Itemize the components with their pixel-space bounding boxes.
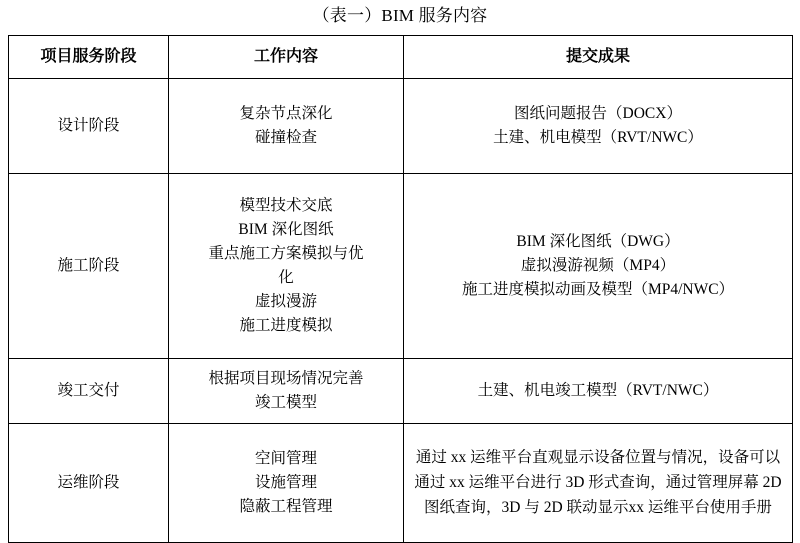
deliverable-construction [404,174,793,359]
deliverable-line: BIM 深化图纸（DWG） [516,233,680,251]
content-line: 施工进度模拟 [239,317,333,335]
column-header-content: 工作内容 [169,36,404,79]
stage-operation: 运维阶段 [9,424,169,543]
content-line: 竣工模型 [254,394,317,412]
stage-construction: 施工阶段 [9,174,169,359]
bim-service-table [8,35,793,543]
table-row [9,359,793,424]
content-line: 化 [278,269,294,287]
deliverable-line: 图纸问题报告（DOCX） [514,105,682,123]
deliverable-design [404,79,793,174]
content-line: 空间管理 [254,450,317,468]
content-operation [169,424,404,543]
content-line: 重点施工方案模拟与优 [208,245,364,263]
content-line: BIM 深化图纸 [238,221,334,239]
stage-completion: 竣工交付 [9,359,169,424]
content-line: 设施管理 [254,474,317,492]
deliverable-text: 通过 xx 运维平台直观显示设备位置与情况，设备可以通过 xx 运维平台进行 3D 形式查询，通过管理屏幕 2D 图纸查询，3D 与 2D 联动显示xx 运维平台使用手册 [414,449,782,516]
deliverable-line: 施工进度模拟动画及模型（MP4/NWC） [461,281,735,299]
deliverable-completion [404,359,793,424]
table-row [9,174,793,359]
content-line: 隐蔽工程管理 [239,498,333,516]
content-construction [169,174,404,359]
content-line: 碰撞检查 [254,129,317,147]
deliverable-line: 虚拟漫游视频（MP4） [520,257,676,275]
column-header-stage: 项目服务阶段 [9,36,169,79]
table-row [9,79,793,174]
content-completion [169,359,404,424]
content-line: 复杂节点深化 [239,105,333,123]
content-line: 根据项目现场情况完善 [208,370,364,388]
deliverable-line: 土建、机电竣工模型（RVT/NWC） [477,382,719,400]
content-line: 虚拟漫游 [254,293,317,311]
stage-design: 设计阶段 [9,79,169,174]
column-header-deliverable: 提交成果 [404,36,793,79]
page-title: （表一）BIM 服务内容 [312,6,488,25]
content-design [169,79,404,174]
content-line: 模型技术交底 [239,197,333,215]
deliverable-operation [404,424,793,543]
table-header-row [9,36,793,79]
table-row [9,424,793,543]
deliverable-line: 土建、机电模型（RVT/NWC） [493,129,703,147]
